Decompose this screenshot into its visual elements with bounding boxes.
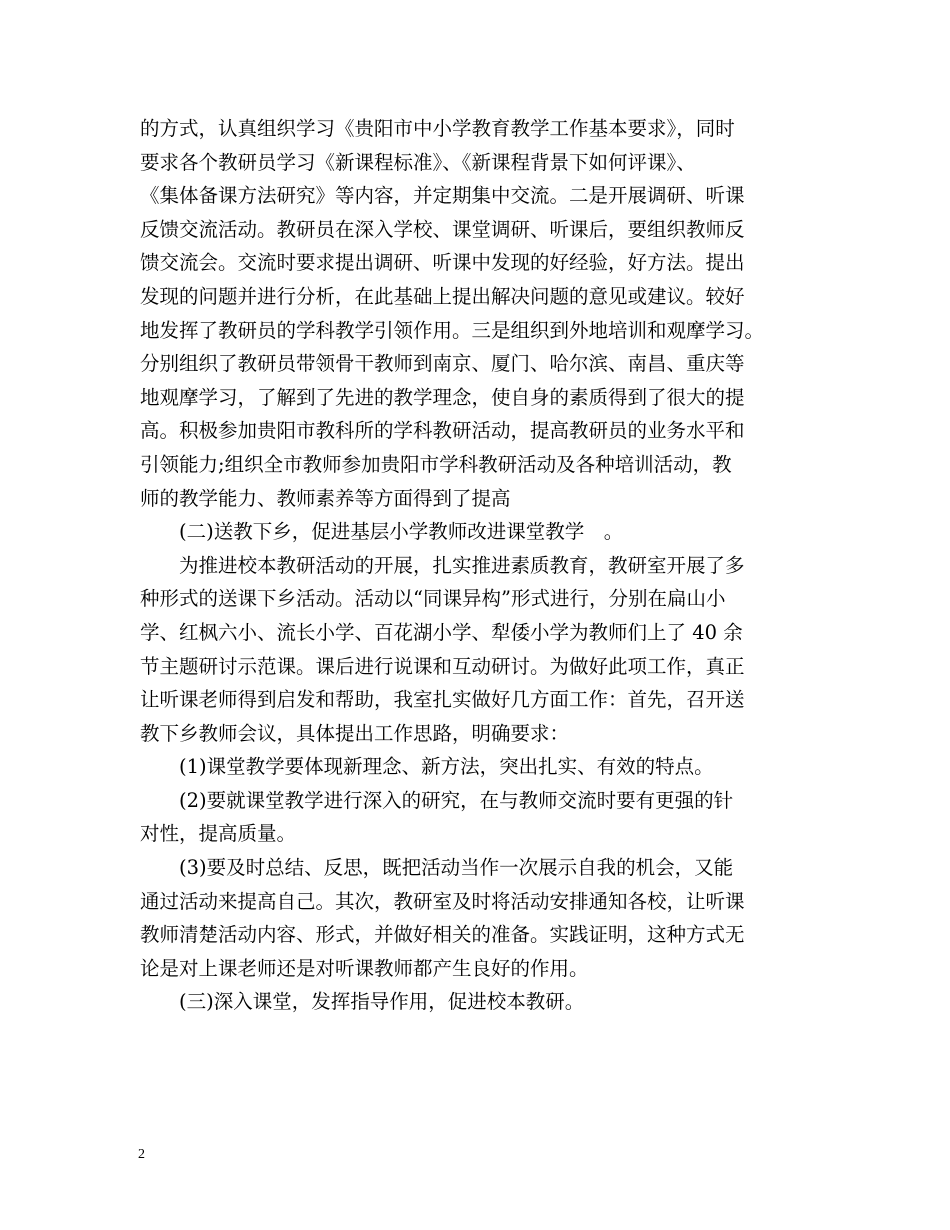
text-line: 对性，提高质量。 <box>140 822 297 846</box>
page-number: 2 <box>138 1147 145 1162</box>
section-heading: (三)深入课堂，发挥指导作用，促进校本教研。 <box>140 990 585 1014</box>
text-line: 馈交流会。交流时要求提出调研、听课中发现的好经验，好方法。提出 <box>140 251 745 275</box>
list-item: (3)要及时总结、反思，既把活动当作一次展示自我的机会，又能 <box>140 856 734 880</box>
text-line: 的方式，认真组织学习《贵阳市中小学教育教学工作基本要求》，同时 <box>140 117 735 140</box>
text-line: 教下乡教师会议，具体提出工作思路，明确要求： <box>140 721 570 745</box>
text-line: 地发挥了教研员的学科教学引领作用。三是组织到外地培训和观摩学习。 <box>140 318 765 342</box>
text-line: 师的教学能力、教师素养等方面得到了提高 <box>140 486 511 510</box>
text-line: 要求各个教研员学习《新课程标准》、《新课程背景下如何评课》、 <box>140 150 696 174</box>
text-line: 通过活动来提高自己。其次，教研室及时将活动安排通知各校，让听课 <box>140 889 745 913</box>
list-item: (2)要就课堂教学进行深入的研究，在与教师交流时要有更强的针 <box>140 788 734 812</box>
list-item: (1)课堂教学要体现新理念、新方法，突出扎实、有效的特点。 <box>140 755 714 779</box>
text-line: 论是对上课老师还是对听课教师都产生良好的作用。 <box>140 956 589 980</box>
text-line: 高。积极参加贵阳市教科所的学科教研活动，提高教研员的业务水平和 <box>140 419 745 443</box>
section-heading: (二)送教下乡，促进基层小学教师改进课堂教学 。 <box>140 520 624 544</box>
text-line: 让听课老师得到启发和帮助，我室扎实做好几方面工作：首先，召开送 <box>140 688 745 712</box>
text-line: 地观摩学习，了解到了先进的教学理念，使自身的素质得到了很大的提 <box>140 385 745 409</box>
document-body <box>140 112 820 1019</box>
text-line: 反馈交流活动。教研员在深入学校、课堂调研、听课后，要组织教师反 <box>140 217 745 241</box>
text-line: 种形式的送课下乡活动。活动以“同课异构”形式进行，分别在扁山小 <box>140 587 726 611</box>
text-line: 教师清楚活动内容、形式，并做好相关的准备。实践证明，这种方式无 <box>140 923 745 947</box>
text-line: 为推进校本教研活动的开展，扎实推进素质教育，教研室开展了多 <box>140 553 745 577</box>
text-line: 引领能力;组织全市教师参加贵阳市学科教研活动及各种培训活动，教 <box>140 452 732 476</box>
text-line: 学、红枫六小、流长小学、百花湖小学、犁倭小学为教师们上了 40 余 <box>140 620 743 644</box>
text-line: 分别组织了教研员带领骨干教师到南京、厦门、哈尔滨、南昌、重庆等 <box>140 352 745 376</box>
text-line: 节主题研讨示范课。课后进行说课和互动研讨。为做好此项工作，真正 <box>140 654 745 678</box>
text-line: 发现的问题并进行分析，在此基础上提出解决问题的意见或建议。较好 <box>140 284 745 308</box>
text-line: 《集体备课方法研究》等内容，并定期集中交流。二是开展调研、听课 <box>140 184 745 208</box>
